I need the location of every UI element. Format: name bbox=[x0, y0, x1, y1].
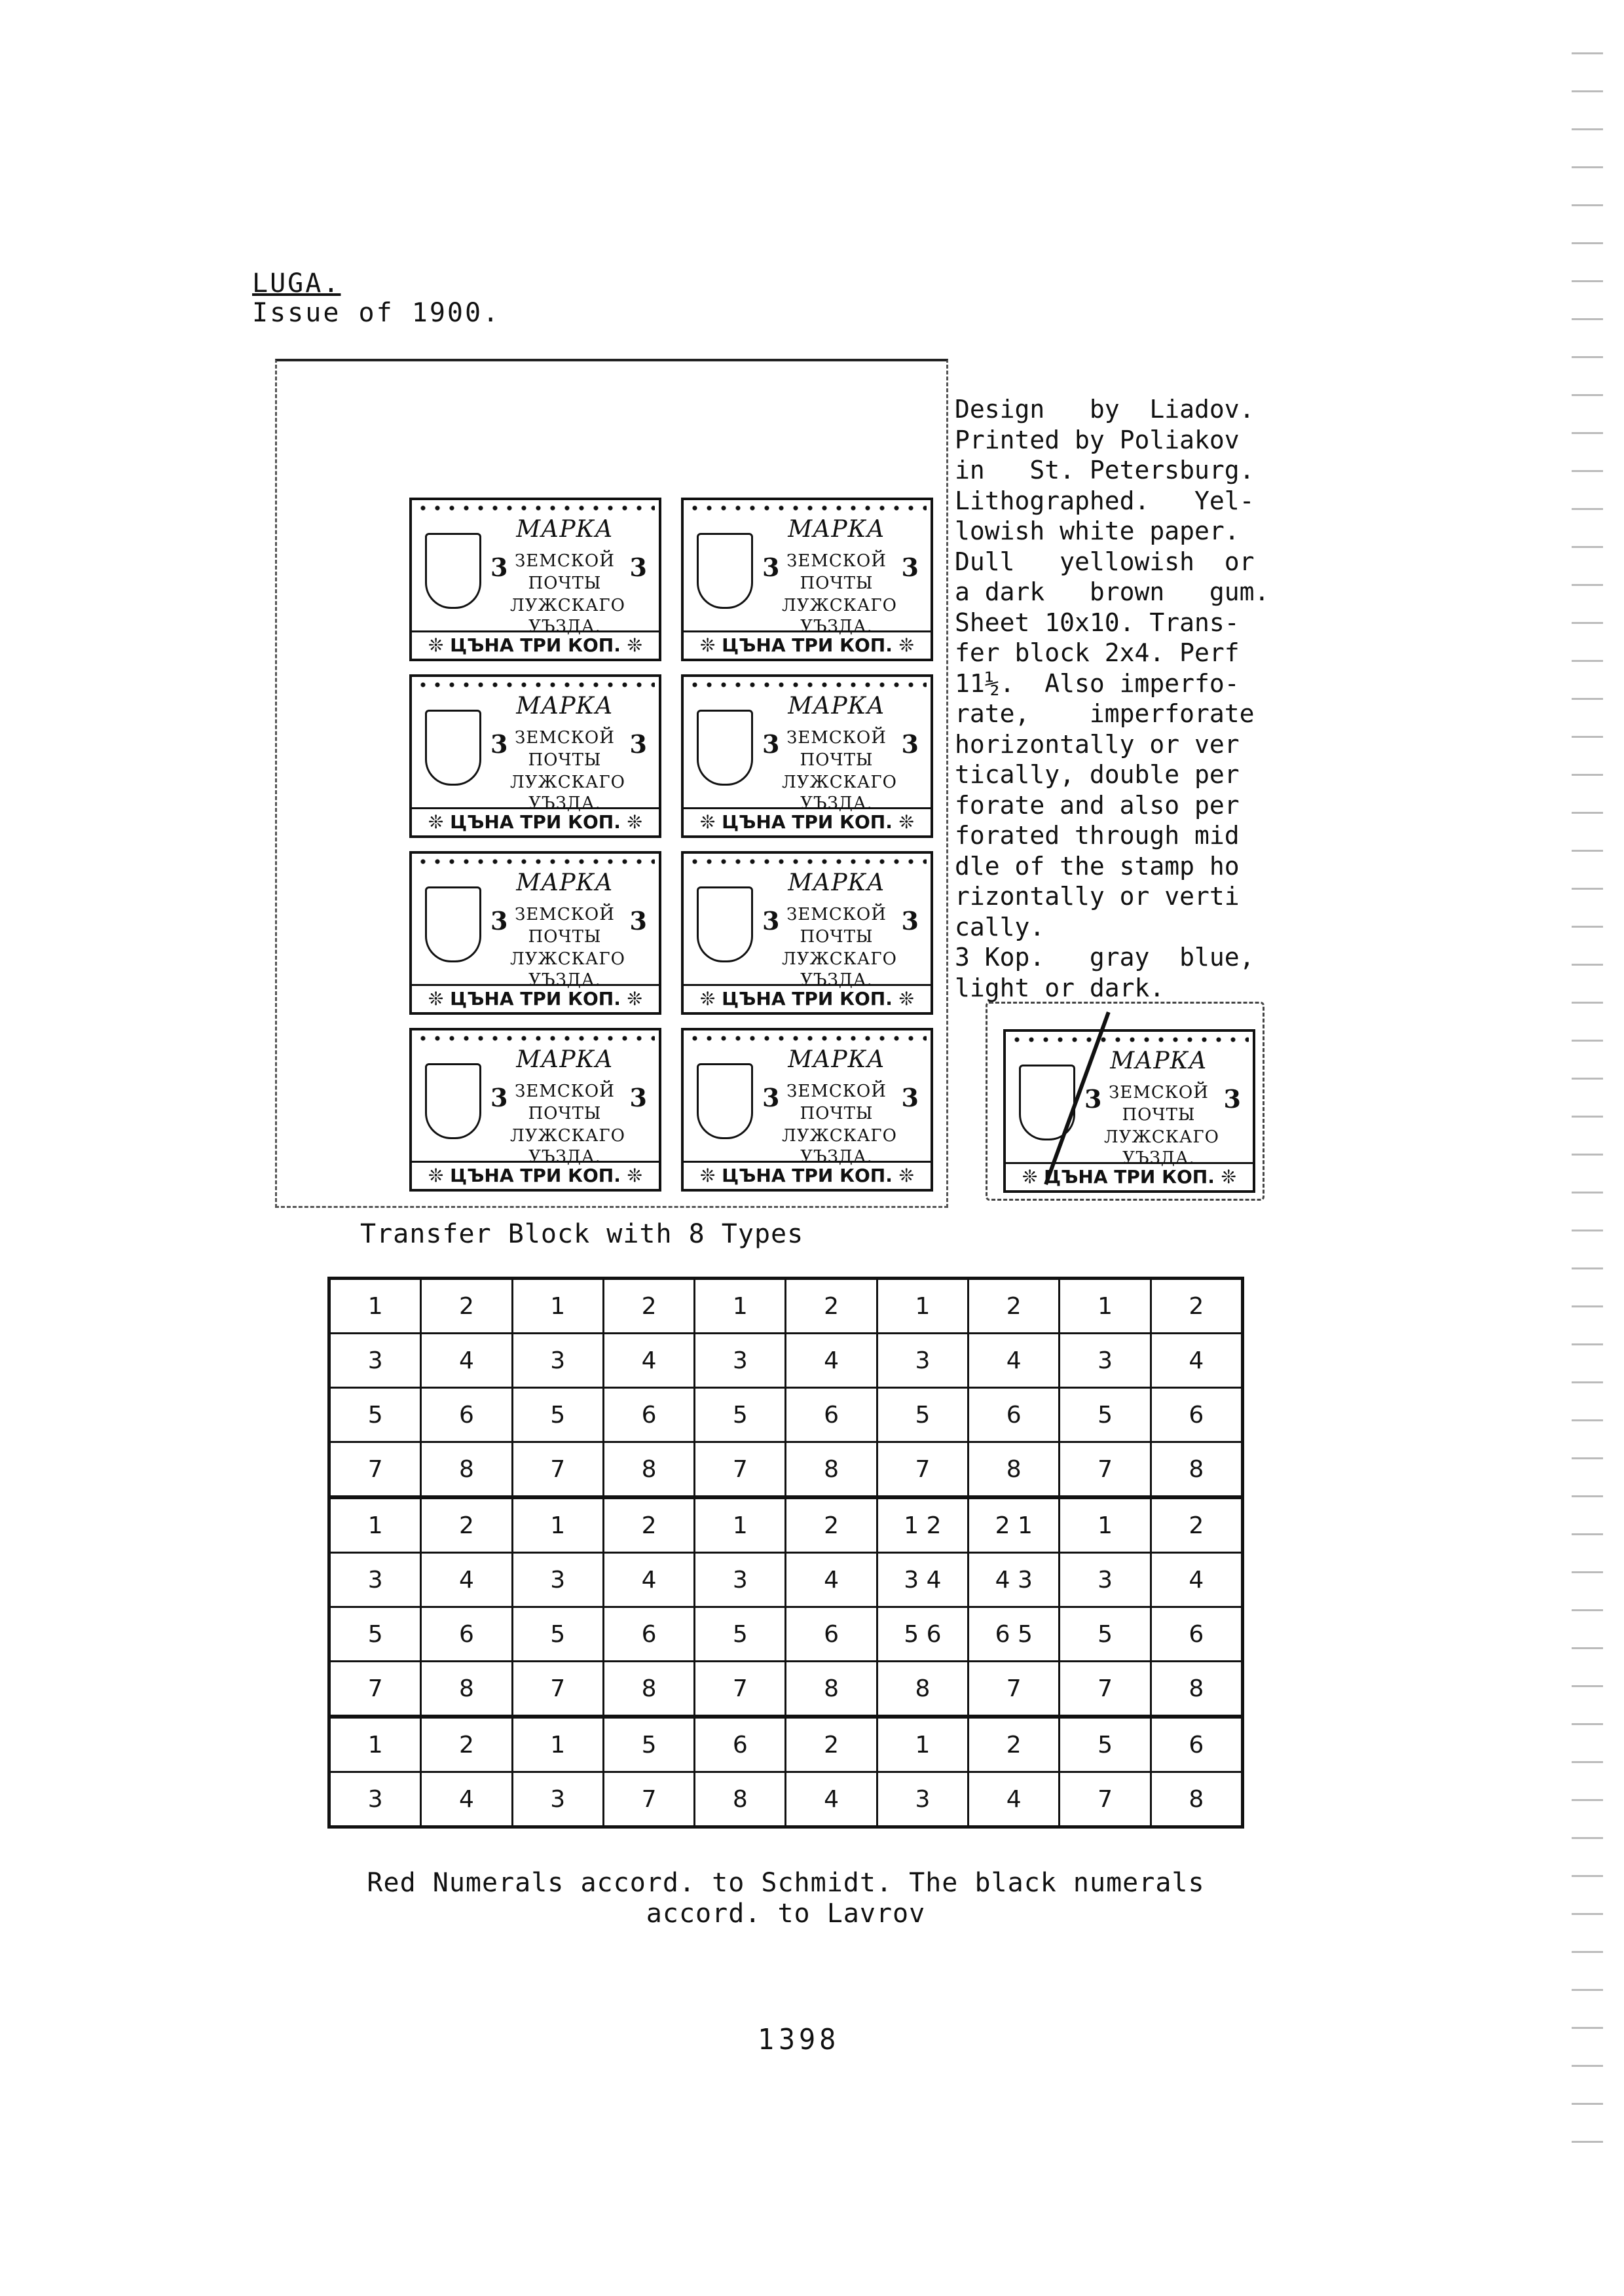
stamp-text-line: ЗЕМСКОЙ bbox=[786, 905, 887, 924]
grid-row bbox=[329, 1553, 1243, 1607]
perforation-dots bbox=[416, 858, 655, 866]
grid-cell: 8 bbox=[786, 1442, 877, 1498]
stamp-text-line: ПОЧТЫ bbox=[528, 1104, 602, 1123]
grid-cell: 1 bbox=[877, 1717, 968, 1772]
description-line: tically, double per bbox=[955, 760, 1240, 789]
binder-tick bbox=[1572, 2027, 1603, 2029]
stamp-text-line: ПОЧТЫ bbox=[800, 1104, 874, 1123]
stamp-text-line: ЛУЖСКАГО bbox=[510, 773, 625, 792]
grid-cell: 4 bbox=[603, 1553, 694, 1607]
stamp-text-line: ПОЧТЫ bbox=[800, 750, 874, 770]
binder-tick bbox=[1572, 2065, 1603, 2067]
grid-cell: 5 bbox=[1060, 1607, 1151, 1662]
perforation-dots bbox=[416, 1034, 655, 1042]
stamp-type-3 bbox=[409, 674, 661, 838]
stamp-text-line: ЛУЖСКАГО bbox=[782, 949, 897, 969]
binder-tick bbox=[1572, 52, 1603, 54]
stamp-text-line: ЗЕМСКОЙ bbox=[786, 728, 887, 748]
stamp-text-line: ПОЧТЫ bbox=[528, 574, 602, 593]
description-line: Printed by Poliakov bbox=[955, 425, 1240, 454]
binder-tick bbox=[1572, 1761, 1603, 1763]
stamp-price-band: ❊ ЦЪНА ТРИ КОП. ❊ bbox=[684, 630, 931, 659]
grid-cell: 8 bbox=[1151, 1662, 1242, 1717]
grid-cell: 8 bbox=[695, 1772, 786, 1827]
binder-tick bbox=[1572, 1609, 1603, 1611]
grid-cell: 4 bbox=[1151, 1334, 1242, 1388]
binder-tick bbox=[1572, 128, 1603, 130]
grid-row bbox=[329, 1442, 1243, 1498]
grid-cell: 7 bbox=[695, 1662, 786, 1717]
grid-cell: 2 bbox=[1151, 1279, 1242, 1334]
grid-cell: 2 bbox=[603, 1279, 694, 1334]
description-line: Sheet 10x10. Trans- bbox=[955, 608, 1240, 637]
grid-cell: 2 bbox=[603, 1497, 694, 1553]
description-line: forated through mid bbox=[955, 821, 1240, 850]
grid-cell: 8 bbox=[969, 1442, 1060, 1498]
value-digit-left: 3 bbox=[762, 906, 780, 936]
binder-tick bbox=[1572, 1078, 1603, 1080]
grid-cell: 5 bbox=[695, 1388, 786, 1442]
grid-cell: 1 bbox=[512, 1279, 603, 1334]
description-line: in St. Petersburg. bbox=[955, 456, 1255, 484]
stamp-text-line: УЪЗДА. bbox=[1122, 1148, 1195, 1168]
stamp-label-marka: МАРКА bbox=[788, 869, 885, 896]
binder-tick bbox=[1572, 356, 1603, 358]
grid-cell: 5 bbox=[1060, 1717, 1151, 1772]
grid-cell: 4 bbox=[786, 1772, 877, 1827]
value-digit-right: 3 bbox=[901, 1083, 919, 1112]
binder-tick bbox=[1572, 2103, 1603, 2105]
grid-cell: 4 bbox=[421, 1772, 512, 1827]
perforation-dots bbox=[416, 504, 655, 512]
stamp-text-line: УЪЗДА. bbox=[528, 617, 601, 636]
stamp-type-2 bbox=[681, 498, 933, 661]
grid-cell: 6 bbox=[786, 1607, 877, 1662]
value-digit-left: 3 bbox=[490, 553, 508, 582]
binder-tick bbox=[1572, 1116, 1603, 1118]
stamp-label-marka: МАРКА bbox=[516, 516, 614, 543]
description-line: dle of the stamp ho bbox=[955, 851, 1240, 881]
grid-row bbox=[329, 1497, 1243, 1553]
perforation-dots bbox=[688, 858, 927, 866]
grid-cell: 3 bbox=[329, 1334, 421, 1388]
grid-cell: 6 bbox=[1151, 1607, 1242, 1662]
binder-tick bbox=[1572, 1305, 1603, 1307]
grid-cell: 3 bbox=[877, 1772, 968, 1827]
stamp-price-band: ❊ ЦЪНА ТРИ КОП. ❊ bbox=[412, 807, 659, 835]
stamp-label-marka: МАРКА bbox=[1110, 1048, 1208, 1074]
stamp-text-line: ЗЕМСКОЙ bbox=[515, 551, 615, 571]
grid-cell: 4 bbox=[969, 1334, 1060, 1388]
description-line: a dark brown gum. bbox=[955, 577, 1270, 606]
grid-cell: 1 bbox=[329, 1497, 421, 1553]
description-line: 11½. Also imperfo- bbox=[955, 668, 1240, 698]
grid-cell: 5 bbox=[877, 1388, 968, 1442]
binder-tick bbox=[1572, 660, 1603, 662]
binder-tick bbox=[1572, 1723, 1603, 1725]
description-line: rate, imperforate bbox=[955, 699, 1255, 728]
grid-cell: 6 bbox=[695, 1717, 786, 1772]
grid-cell: 4 bbox=[421, 1553, 512, 1607]
stamp-text-line: ПОЧТЫ bbox=[800, 927, 874, 947]
perforation-dots bbox=[688, 681, 927, 689]
grid-cell: 3 4 bbox=[877, 1553, 968, 1607]
binder-tick bbox=[1572, 1267, 1603, 1269]
stamp-text-line: УЪЗДА. bbox=[800, 617, 873, 636]
grid-cell: 4 bbox=[1151, 1553, 1242, 1607]
grid-cell: 8 bbox=[786, 1662, 877, 1717]
binder-tick bbox=[1572, 2141, 1603, 2143]
grid-cell: 1 bbox=[695, 1497, 786, 1553]
stamp-price-band: ❊ ЦЪНА ТРИ КОП. ❊ bbox=[684, 807, 931, 835]
grid-cell: 8 bbox=[603, 1662, 694, 1717]
value-digit-right: 3 bbox=[629, 729, 647, 759]
binder-tick bbox=[1572, 508, 1603, 510]
binder-tick bbox=[1572, 1837, 1603, 1839]
grid-cell: 1 bbox=[1060, 1279, 1151, 1334]
grid-cell: 1 bbox=[512, 1717, 603, 1772]
grid-cell: 8 bbox=[1151, 1772, 1242, 1827]
stamp-price-band: ❊ ЦЪНА ТРИ КОП. ❊ bbox=[412, 630, 659, 659]
description-line: Design by Liadov. bbox=[955, 395, 1255, 424]
stamp-text-line: ПОЧТЫ bbox=[528, 750, 602, 770]
description-line: 3 Kop. gray blue, bbox=[955, 943, 1255, 972]
stamp-description bbox=[955, 394, 1299, 1003]
binder-tick bbox=[1572, 1913, 1603, 1915]
binder-tick bbox=[1572, 1533, 1603, 1535]
grid-cell: 3 bbox=[1060, 1553, 1151, 1607]
binder-tick bbox=[1572, 774, 1603, 776]
binder-tick bbox=[1572, 1799, 1603, 1801]
binder-edge-marks bbox=[1572, 52, 1611, 2278]
stamp-label-marka: МАРКА bbox=[788, 1046, 885, 1073]
value-digit-right: 3 bbox=[629, 906, 647, 936]
binder-tick bbox=[1572, 584, 1603, 586]
stamp-text-line: ЗЕМСКОЙ bbox=[515, 905, 615, 924]
grid-cell: 6 bbox=[1151, 1388, 1242, 1442]
description-line: light or dark. bbox=[955, 973, 1165, 1002]
stamp-text-line: ЛУЖСКАГО bbox=[782, 596, 897, 615]
binder-tick bbox=[1572, 1457, 1603, 1459]
single-stamp-frame bbox=[986, 1002, 1264, 1201]
binder-tick bbox=[1572, 1571, 1603, 1573]
stamp-label-marka: МАРКА bbox=[788, 693, 885, 720]
binder-tick bbox=[1572, 926, 1603, 928]
stamp-text-line: ЗЕМСКОЙ bbox=[786, 1082, 887, 1101]
coat-of-arms-icon bbox=[425, 1063, 481, 1139]
stamp-text-line: УЪЗДА. bbox=[800, 1147, 873, 1167]
description-line: fer block 2x4. Perf bbox=[955, 638, 1240, 667]
grid-cell: 3 bbox=[512, 1772, 603, 1827]
grid-cell: 3 bbox=[512, 1553, 603, 1607]
numerals-note: Red Numerals accord. to Schmidt. The black numerals bbox=[367, 1868, 1205, 1898]
value-digit-right: 3 bbox=[901, 553, 919, 582]
grid-cell: 5 bbox=[1060, 1388, 1151, 1442]
value-digit-left: 3 bbox=[1084, 1084, 1102, 1114]
value-digit-right: 3 bbox=[901, 729, 919, 759]
grid-cell: 2 1 bbox=[969, 1497, 1060, 1553]
grid-cell: 2 bbox=[1151, 1497, 1242, 1553]
stamp-text-line: ЗЕМСКОЙ bbox=[515, 1082, 615, 1101]
stamp-price-band: ❊ ЦЪНА ТРИ КОП. ❊ bbox=[412, 1161, 659, 1189]
coat-of-arms-icon bbox=[697, 710, 753, 786]
grid-cell: 5 bbox=[329, 1607, 421, 1662]
stamp-price-band: ❊ ЦЪНА ТРИ КОП. ❊ bbox=[1006, 1162, 1253, 1190]
value-digit-left: 3 bbox=[490, 729, 508, 759]
grid-cell: 4 bbox=[969, 1772, 1060, 1827]
numerals-note-continued: accord. to Lavrov bbox=[646, 1899, 926, 1929]
stamp-text-line: ПОЧТЫ bbox=[528, 927, 602, 947]
stamp-text-line: ЗЕМСКОЙ bbox=[515, 728, 615, 748]
grid-cell: 3 bbox=[329, 1772, 421, 1827]
binder-tick bbox=[1572, 1685, 1603, 1687]
grid-cell: 2 bbox=[786, 1717, 877, 1772]
binder-tick bbox=[1572, 1495, 1603, 1497]
grid-cell: 3 bbox=[1060, 1334, 1151, 1388]
binder-tick bbox=[1572, 1381, 1603, 1383]
grid-cell: 5 bbox=[512, 1388, 603, 1442]
binder-tick bbox=[1572, 1040, 1603, 1042]
stamp-price-band: ❊ ЦЪНА ТРИ КОП. ❊ bbox=[684, 984, 931, 1012]
value-digit-left: 3 bbox=[762, 729, 780, 759]
stamp-type-4 bbox=[681, 674, 933, 838]
grid-cell: 3 bbox=[695, 1553, 786, 1607]
binder-tick bbox=[1572, 1192, 1603, 1194]
binder-tick bbox=[1572, 1951, 1603, 1953]
stamp-text-line: ЛУЖСКАГО bbox=[510, 596, 625, 615]
grid-cell: 2 bbox=[969, 1717, 1060, 1772]
stamp-text-line: ПОЧТЫ bbox=[1122, 1105, 1196, 1125]
grid-cell: 7 bbox=[695, 1442, 786, 1498]
grid-cell: 8 bbox=[1151, 1442, 1242, 1498]
grid-row bbox=[329, 1772, 1243, 1827]
stamp-text-line: ПОЧТЫ bbox=[800, 574, 874, 593]
section-title: LUGA. bbox=[252, 268, 341, 299]
value-digit-left: 3 bbox=[490, 906, 508, 936]
stamp-text-line: ЗЕМСКОЙ bbox=[1109, 1083, 1209, 1102]
value-digit-right: 3 bbox=[629, 1083, 647, 1112]
stamp-label-marka: МАРКА bbox=[516, 1046, 614, 1073]
grid-cell: 5 bbox=[695, 1607, 786, 1662]
binder-tick bbox=[1572, 622, 1603, 624]
grid-cell: 5 bbox=[603, 1717, 694, 1772]
value-digit-right: 3 bbox=[629, 553, 647, 582]
grid-cell: 3 bbox=[512, 1334, 603, 1388]
stamp-text-line: ЛУЖСКАГО bbox=[782, 1126, 897, 1146]
binder-tick bbox=[1572, 1989, 1603, 1991]
description-line: horizontally or ver bbox=[955, 729, 1240, 759]
description-line: Dull yellowish or bbox=[955, 547, 1255, 576]
description-line: rizontally or verti bbox=[955, 882, 1240, 911]
binder-tick bbox=[1572, 242, 1603, 244]
stamp-price-band: ❊ ЦЪНА ТРИ КОП. ❊ bbox=[412, 984, 659, 1012]
binder-tick bbox=[1572, 90, 1603, 92]
perforation-dots bbox=[416, 681, 655, 689]
binder-tick bbox=[1572, 1154, 1603, 1156]
grid-cell: 1 bbox=[1060, 1497, 1151, 1553]
grid-cell: 8 bbox=[603, 1442, 694, 1498]
transfer-block-grid bbox=[327, 1277, 1244, 1829]
grid-row bbox=[329, 1717, 1243, 1772]
binder-tick bbox=[1572, 1002, 1603, 1004]
grid-cell: 6 bbox=[969, 1388, 1060, 1442]
grid-cell: 4 bbox=[603, 1334, 694, 1388]
stamp-type-6 bbox=[681, 851, 933, 1015]
grid-cell: 5 6 bbox=[877, 1607, 968, 1662]
grid-cell: 6 bbox=[421, 1388, 512, 1442]
coat-of-arms-icon bbox=[697, 533, 753, 609]
page-number: 1398 bbox=[758, 2023, 840, 2056]
grid-cell: 2 bbox=[421, 1279, 512, 1334]
grid-cell: 4 bbox=[786, 1553, 877, 1607]
stamp-label-marka: МАРКА bbox=[516, 693, 614, 720]
grid-cell: 5 bbox=[512, 1607, 603, 1662]
grid-cell: 7 bbox=[603, 1772, 694, 1827]
stamp-text-line: УЪЗДА. bbox=[800, 793, 873, 813]
binder-tick bbox=[1572, 470, 1603, 472]
grid-row bbox=[329, 1607, 1243, 1662]
grid-row bbox=[329, 1662, 1243, 1717]
grid-cell: 7 bbox=[512, 1442, 603, 1498]
description-line: forate and also per bbox=[955, 790, 1240, 820]
grid-cell: 7 bbox=[877, 1442, 968, 1498]
binder-tick bbox=[1572, 318, 1603, 320]
grid-cell: 6 5 bbox=[969, 1607, 1060, 1662]
grid-cell: 2 bbox=[969, 1279, 1060, 1334]
binder-tick bbox=[1572, 1875, 1603, 1877]
stamp-text-line: ЛУЖСКАГО bbox=[1104, 1127, 1219, 1147]
grid-cell: 4 bbox=[786, 1334, 877, 1388]
coat-of-arms-icon bbox=[425, 710, 481, 786]
grid-cell: 8 bbox=[421, 1662, 512, 1717]
stamp-type-7 bbox=[409, 1028, 661, 1192]
binder-tick bbox=[1572, 1343, 1603, 1345]
value-digit-right: 3 bbox=[1223, 1084, 1241, 1114]
binder-tick bbox=[1572, 1647, 1603, 1649]
grid-cell: 6 bbox=[421, 1607, 512, 1662]
grid-cell: 7 bbox=[1060, 1442, 1151, 1498]
grid-row bbox=[329, 1334, 1243, 1388]
stamp-text-line: ЛУЖСКАГО bbox=[510, 1126, 625, 1146]
binder-tick bbox=[1572, 736, 1603, 738]
grid-cell: 1 bbox=[877, 1279, 968, 1334]
grid-cell: 7 bbox=[969, 1662, 1060, 1717]
grid-row bbox=[329, 1279, 1243, 1334]
stamp-text-line: ЛУЖСКАГО bbox=[510, 949, 625, 969]
value-digit-left: 3 bbox=[762, 553, 780, 582]
binder-tick bbox=[1572, 812, 1603, 814]
grid-cell: 7 bbox=[329, 1442, 421, 1498]
grid-cell: 4 bbox=[421, 1334, 512, 1388]
grid-cell: 1 bbox=[329, 1717, 421, 1772]
binder-tick bbox=[1572, 698, 1603, 700]
grid-cell: 3 bbox=[877, 1334, 968, 1388]
perforation-dots bbox=[688, 1034, 927, 1042]
coat-of-arms-icon bbox=[425, 533, 481, 609]
description-line: lowish white paper. bbox=[955, 517, 1240, 545]
grid-cell: 8 bbox=[877, 1662, 968, 1717]
coat-of-arms-icon bbox=[425, 886, 481, 962]
grid-cell: 6 bbox=[603, 1388, 694, 1442]
grid-caption: Transfer Block with 8 Types bbox=[360, 1219, 804, 1249]
value-digit-left: 3 bbox=[762, 1083, 780, 1112]
grid-cell: 6 bbox=[786, 1388, 877, 1442]
grid-cell: 6 bbox=[1151, 1717, 1242, 1772]
stamp-text-line: УЪЗДА. bbox=[528, 970, 601, 990]
description-line: cally. bbox=[955, 912, 1045, 941]
value-digit-right: 3 bbox=[901, 906, 919, 936]
grid-cell: 7 bbox=[512, 1662, 603, 1717]
binder-tick bbox=[1572, 546, 1603, 548]
grid-cell: 3 bbox=[695, 1334, 786, 1388]
stamp-text-line: УЪЗДА. bbox=[800, 970, 873, 990]
description-line: Lithographed. Yel- bbox=[955, 486, 1255, 515]
grid-cell: 5 bbox=[329, 1388, 421, 1442]
grid-cell: 2 bbox=[786, 1497, 877, 1553]
stamp-label-marka: МАРКА bbox=[788, 516, 885, 543]
grid-cell: 1 bbox=[695, 1279, 786, 1334]
grid-cell: 3 bbox=[329, 1553, 421, 1607]
grid-cell: 2 bbox=[421, 1717, 512, 1772]
stamp-label-marka: МАРКА bbox=[516, 869, 614, 896]
stamp-text-line: ЗЕМСКОЙ bbox=[786, 551, 887, 571]
binder-tick bbox=[1572, 1230, 1603, 1231]
grid-cell: 1 bbox=[329, 1279, 421, 1334]
grid-cell: 8 bbox=[421, 1442, 512, 1498]
stamp-type-8 bbox=[681, 1028, 933, 1192]
binder-tick bbox=[1572, 204, 1603, 206]
stamp-text-line: УЪЗДА. bbox=[528, 1147, 601, 1167]
binder-tick bbox=[1572, 850, 1603, 852]
stamp-type-1 bbox=[409, 498, 661, 661]
grid-cell: 1 bbox=[512, 1497, 603, 1553]
stamp-price-band: ❊ ЦЪНА ТРИ КОП. ❊ bbox=[684, 1161, 931, 1189]
binder-tick bbox=[1572, 432, 1603, 434]
binder-tick bbox=[1572, 1419, 1603, 1421]
stamp-text-line: УЪЗДА. bbox=[528, 793, 601, 813]
grid-cell: 7 bbox=[1060, 1772, 1151, 1827]
grid-cell: 2 bbox=[421, 1497, 512, 1553]
coat-of-arms-icon bbox=[697, 1063, 753, 1139]
grid-cell: 4 3 bbox=[969, 1553, 1060, 1607]
binder-tick bbox=[1572, 888, 1603, 890]
value-digit-left: 3 bbox=[490, 1083, 508, 1112]
binder-tick bbox=[1572, 280, 1603, 282]
perforation-dots bbox=[688, 504, 927, 512]
grid-cell: 6 bbox=[603, 1607, 694, 1662]
stamp-type-5 bbox=[409, 851, 661, 1015]
binder-tick bbox=[1572, 166, 1603, 168]
binder-tick bbox=[1572, 394, 1603, 396]
stamp-text-line: ЛУЖСКАГО bbox=[782, 773, 897, 792]
grid-cell: 7 bbox=[1060, 1662, 1151, 1717]
grid-cell: 2 bbox=[786, 1279, 877, 1334]
issue-subtitle: Issue of 1900. bbox=[252, 298, 501, 328]
grid-row bbox=[329, 1388, 1243, 1442]
grid-cell: 7 bbox=[329, 1662, 421, 1717]
coat-of-arms-icon bbox=[697, 886, 753, 962]
binder-tick bbox=[1572, 964, 1603, 966]
grid-cell: 1 2 bbox=[877, 1497, 968, 1553]
